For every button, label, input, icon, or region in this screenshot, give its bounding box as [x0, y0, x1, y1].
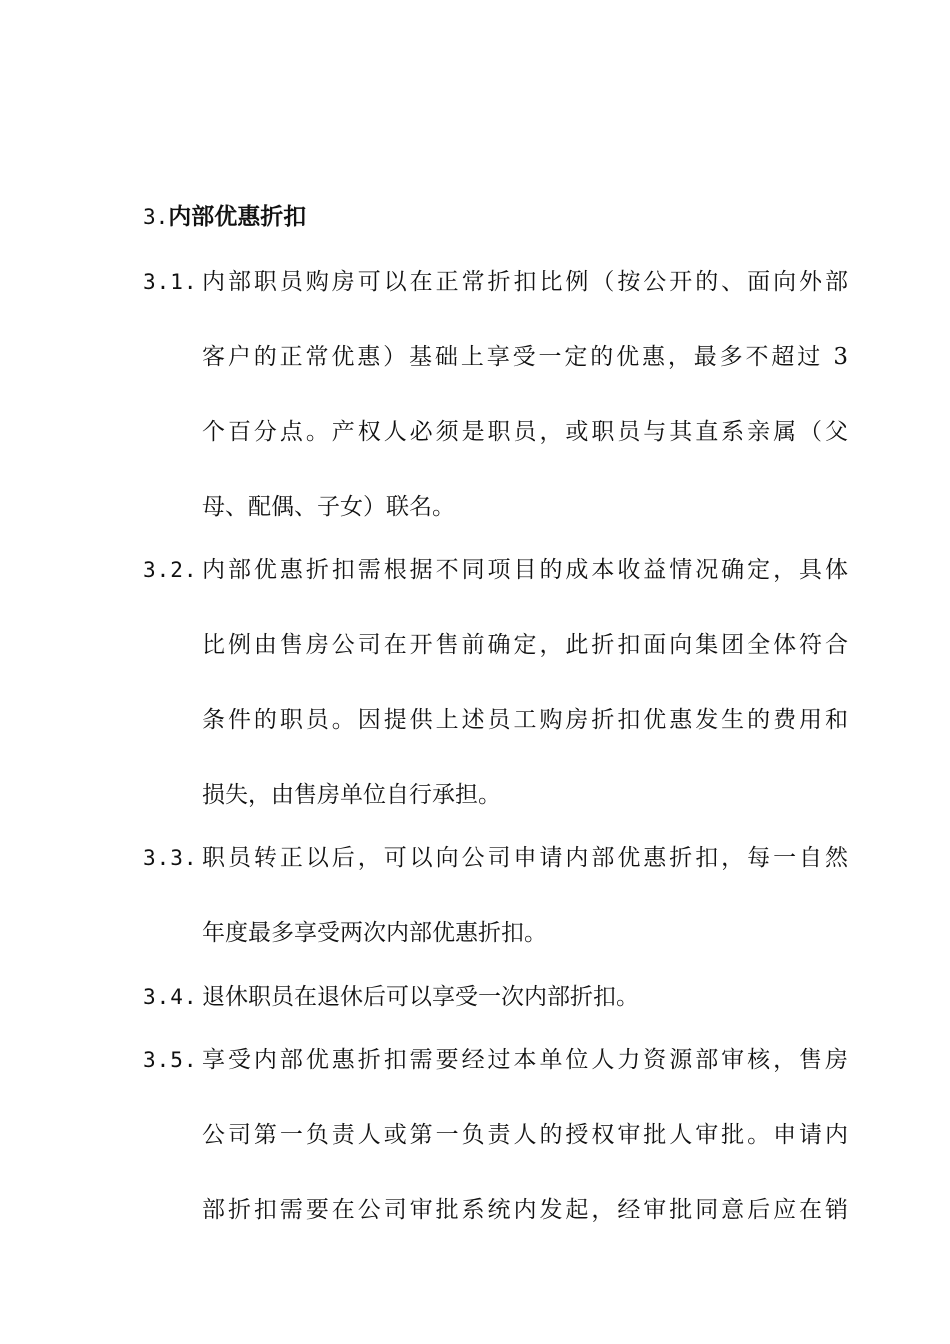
clause-line: 比例由售房公司在开售前确定，此折扣面向集团全体符合 [202, 632, 848, 658]
clause-line: 享受内部优惠折扣需要经过本单位人力资源部审核，售房 [202, 1047, 848, 1073]
clause-number: 3.2. [143, 558, 198, 582]
clause-line: 内部优惠折扣需根据不同项目的成本收益情况确定，具体 [202, 557, 848, 583]
clause-line: 个百分点。产权人必须是职员，或职员与其直系亲属（父 [202, 419, 848, 445]
clause-number: 3.3. [143, 846, 198, 870]
clause-line: 客户的正常优惠）基础上享受一定的优惠，最多不超过 3 [202, 344, 848, 370]
clause-text [202, 978, 848, 1016]
clause-3-3 [143, 839, 849, 952]
clause-text [202, 1041, 848, 1229]
clause-number: 3.4. [143, 985, 198, 1009]
clause-line: 公司第一负责人或第一负责人的授权审批人审批。申请内 [202, 1122, 848, 1148]
section-number: 3. [143, 205, 169, 229]
clause-3-1 [143, 263, 849, 526]
clause-line: 年度最多享受两次内部优惠折扣。 [202, 920, 547, 946]
clause-line: 内部职员购房可以在正常折扣比例（按公开的、面向外部 [202, 269, 848, 295]
clause-line: 损失，由售房单位自行承担。 [202, 782, 501, 808]
section-title: 内部优惠折扣 [168, 204, 307, 230]
clause-line: 部折扣需要在公司审批系统内发起，经审批同意后应在销 [202, 1197, 848, 1223]
clause-line: 条件的职员。因提供上述员工购房折扣优惠发生的费用和 [202, 707, 848, 733]
clause-3-4 [143, 978, 849, 1016]
section-heading [143, 198, 306, 236]
clause-3-5 [143, 1041, 849, 1229]
clause-3-2 [143, 551, 849, 814]
clause-text [202, 839, 848, 952]
clause-number: 3.5. [143, 1048, 198, 1072]
clause-line: 退休职员在退休后可以享受一次内部折扣。 [202, 984, 639, 1010]
clause-line: 母、配偶、子女）联名。 [202, 494, 455, 520]
clause-line: 职员转正以后，可以向公司申请内部优惠折扣，每一自然 [202, 845, 848, 871]
clause-number: 3.1. [143, 270, 198, 294]
clause-text [202, 263, 848, 526]
clause-text [202, 551, 848, 814]
